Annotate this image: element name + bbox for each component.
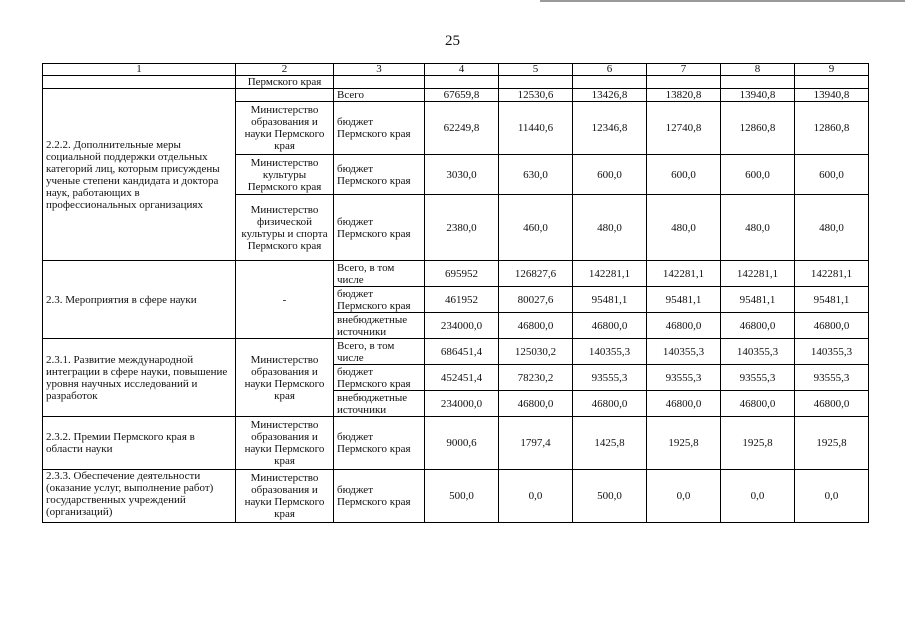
column-number: 6: [573, 64, 647, 76]
value-cell: 452451,4: [425, 365, 499, 391]
value-cell: 67659,8: [425, 89, 499, 102]
value-cell: 12530,6: [499, 89, 573, 102]
value-cell: 480,0: [647, 195, 721, 261]
column-number: 1: [43, 64, 236, 76]
value-cell: 13940,8: [795, 89, 869, 102]
value-cell: 93555,3: [721, 365, 795, 391]
value-cell: 13426,8: [573, 89, 647, 102]
value-cell: 234000,0: [425, 313, 499, 339]
executor-cell: Министерство образования и науки Пермского края: [236, 417, 334, 470]
value-cell: 500,0: [425, 470, 499, 523]
value-cell: 500,0: [573, 470, 647, 523]
source-cell: Всего: [334, 89, 425, 102]
value-cell: 78230,2: [499, 365, 573, 391]
name-cell: 2.3. Мероприятия в сфере науки: [43, 261, 236, 339]
value-cell: 93555,3: [795, 365, 869, 391]
name-cell: 2.3.1. Развитие международной интеграции в сфере науки, повышение уровня научных исследований и разработок: [43, 339, 236, 417]
value-cell: 95481,1: [573, 287, 647, 313]
table-row: [43, 76, 869, 89]
value-cell: 46800,0: [795, 313, 869, 339]
value-cell: 95481,1: [795, 287, 869, 313]
value-cell: 46800,0: [499, 391, 573, 417]
source-cell: бюджет Пермского края: [334, 470, 425, 523]
value-cell: 480,0: [795, 195, 869, 261]
value-cell: 9000,6: [425, 417, 499, 470]
table-row: [43, 470, 869, 523]
value-cell: 3030,0: [425, 155, 499, 195]
value-cell: 95481,1: [721, 287, 795, 313]
value-cell: 11440,6: [499, 102, 573, 155]
value-cell: 460,0: [499, 195, 573, 261]
name-cell: 2.3.3. Обеспечение деятельности (оказание услуг, выполнение работ) государственных учреждений (организаций): [43, 470, 236, 523]
value-cell: 46800,0: [499, 313, 573, 339]
value-cell: 125030,2: [499, 339, 573, 365]
value-cell: 62249,8: [425, 102, 499, 155]
value-cell: 126827,6: [499, 261, 573, 287]
value-cell: 1925,8: [721, 417, 795, 470]
value-cell: 46800,0: [573, 313, 647, 339]
column-number: 3: [334, 64, 425, 76]
value-cell: 142281,1: [647, 261, 721, 287]
scan-edge-line: [540, 0, 905, 2]
value-cell: 234000,0: [425, 391, 499, 417]
name-cell: 2.2.2. Дополнительные меры социальной поддержки отдельных категорий лиц, которым присуждены ученые степени кандидата и доктора наук, работающих в профессиональных организациях: [43, 89, 236, 261]
column-number: 5: [499, 64, 573, 76]
value-cell: 0,0: [647, 470, 721, 523]
value-cell: 1797,4: [499, 417, 573, 470]
value-cell: 600,0: [573, 155, 647, 195]
column-number: 4: [425, 64, 499, 76]
value-cell: 686451,4: [425, 339, 499, 365]
executor-cell: Министерство образования и науки Пермского края: [236, 102, 334, 155]
source-cell: внебюджетные источники: [334, 313, 425, 339]
source-cell: Всего, в том числе: [334, 261, 425, 287]
source-cell: бюджет Пермского края: [334, 155, 425, 195]
executor-cell: [236, 89, 334, 102]
table-row: [43, 89, 869, 102]
value-cell: 12740,8: [647, 102, 721, 155]
value-cell: 140355,3: [795, 339, 869, 365]
value-cell: 600,0: [647, 155, 721, 195]
value-cell: 140355,3: [721, 339, 795, 365]
source-cell: бюджет Пермского края: [334, 102, 425, 155]
value-cell: 46800,0: [647, 313, 721, 339]
value-cell: 0,0: [795, 470, 869, 523]
column-number-row: [43, 64, 869, 76]
page-number: 25: [445, 33, 460, 49]
table-row: [43, 417, 869, 470]
value-cell: 600,0: [721, 155, 795, 195]
executor-cell: -: [236, 261, 334, 339]
table-row: [43, 261, 869, 287]
column-number: 9: [795, 64, 869, 76]
value-cell: 140355,3: [647, 339, 721, 365]
value-cell: 12860,8: [795, 102, 869, 155]
source-cell: Всего, в том числе: [334, 339, 425, 365]
source-cell: бюджет Пермского края: [334, 287, 425, 313]
table-row: [43, 339, 869, 365]
value-cell: 95481,1: [647, 287, 721, 313]
source-cell: бюджет Пермского края: [334, 365, 425, 391]
value-cell: 12346,8: [573, 102, 647, 155]
column-number: 2: [236, 64, 334, 76]
value-cell: 630,0: [499, 155, 573, 195]
value-cell: 93555,3: [573, 365, 647, 391]
executor-cell: Пермского края: [236, 76, 334, 89]
value-cell: 600,0: [795, 155, 869, 195]
source-cell: бюджет Пермского края: [334, 417, 425, 470]
value-cell: 1925,8: [647, 417, 721, 470]
value-cell: 695952: [425, 261, 499, 287]
value-cell: 46800,0: [721, 391, 795, 417]
value-cell: 142281,1: [795, 261, 869, 287]
value-cell: 142281,1: [573, 261, 647, 287]
column-number: 8: [721, 64, 795, 76]
value-cell: 46800,0: [795, 391, 869, 417]
value-cell: 46800,0: [647, 391, 721, 417]
source-cell: бюджет Пермского края: [334, 195, 425, 261]
value-cell: 480,0: [573, 195, 647, 261]
value-cell: 140355,3: [573, 339, 647, 365]
value-cell: 1925,8: [795, 417, 869, 470]
value-cell: 0,0: [721, 470, 795, 523]
value-cell: 480,0: [721, 195, 795, 261]
value-cell: 46800,0: [573, 391, 647, 417]
value-cell: 46800,0: [721, 313, 795, 339]
value-cell: 93555,3: [647, 365, 721, 391]
source-cell: [334, 76, 425, 89]
value-cell: 80027,6: [499, 287, 573, 313]
value-cell: 1425,8: [573, 417, 647, 470]
value-cell: 12860,8: [721, 102, 795, 155]
value-cell: 142281,1: [721, 261, 795, 287]
source-cell: внебюджетные источники: [334, 391, 425, 417]
value-cell: 13820,8: [647, 89, 721, 102]
value-cell: 13940,8: [721, 89, 795, 102]
executor-cell: Министерство физической культуры и спорта Пермского края: [236, 195, 334, 261]
name-cell: [43, 76, 236, 89]
budget-table: [42, 63, 869, 523]
executor-cell: Министерство образования и науки Пермского края: [236, 339, 334, 417]
executor-cell: Министерство культуры Пермского края: [236, 155, 334, 195]
value-cell: 2380,0: [425, 195, 499, 261]
value-cell: 0,0: [499, 470, 573, 523]
executor-cell: Министерство образования и науки Пермского края: [236, 470, 334, 523]
column-number: 7: [647, 64, 721, 76]
value-cell: 461952: [425, 287, 499, 313]
name-cell: 2.3.2. Премии Пермского края в области науки: [43, 417, 236, 470]
